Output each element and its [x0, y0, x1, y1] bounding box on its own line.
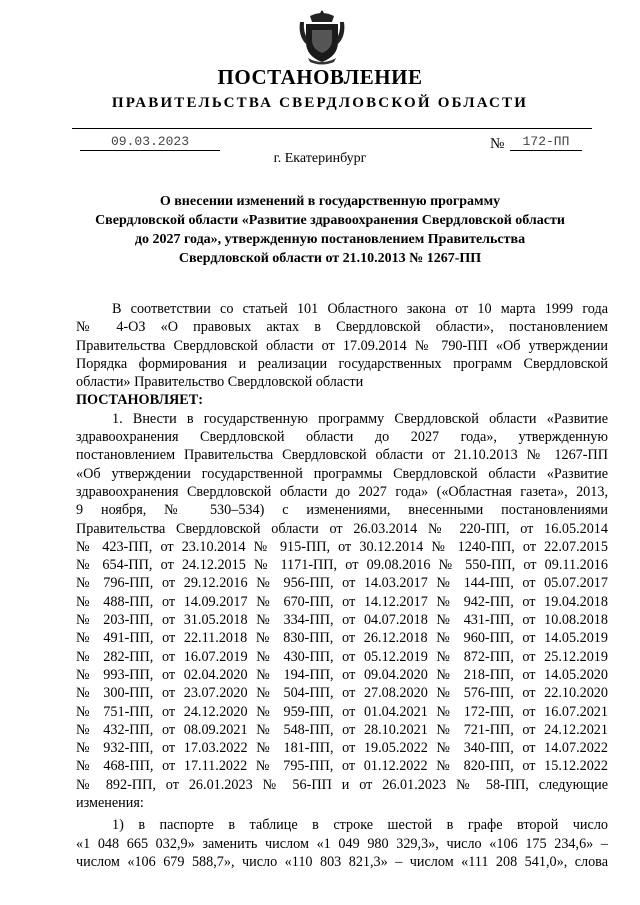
item1-line: постановлением Правительства Свердловской области от 21.10.2013 № 1267-ПП [76, 447, 608, 464]
item1-line: № 932-ПП, от 17.03.2022 № 181-ПП, от 19.05.2022 № 340-ПП, от 14.07.2022 [76, 740, 608, 757]
preamble-line: области» Правительство Свердловской области [76, 374, 364, 391]
item1-line: № 300-ПП, от 23.07.2020 № 504-ПП, от 27.08.2020 № 576-ПП, от 22.10.2020 [76, 685, 608, 702]
item1-line: № 468-ПП, от 17.11.2022 № 795-ПП, от 01.12.2022 № 820-ПП, от 15.12.2022 [76, 758, 608, 775]
preamble-line: Порядка формирования и реализации государственных программ Свердловской [76, 355, 608, 372]
preamble-line: В соответствии со статьей 101 Областного закона от 10 марта 1999 года [112, 301, 608, 317]
heading-line: до 2027 года», утвержденную постановлением Правительства [134, 232, 526, 247]
document-title: ПОСТАНОВЛЕНИЕ [217, 65, 423, 89]
subitem1-line: 1) в паспорте в таблице в строке шестой в графе второй число [112, 817, 608, 834]
item1-line: «Об утверждении государственной программы Свердловской области «Развитие [76, 465, 608, 482]
item1-line: № 203-ПП, от 31.05.2018 № 334-ПП, от 04.07.2018 № 431-ПП, от 10.08.2018 [76, 612, 608, 629]
number-sign: № [490, 136, 505, 152]
item1-line: 9 ноября, № 530–534) с изменениями, внесенными постановлениями [76, 502, 608, 519]
document-subtitle: ПРАВИТЕЛЬСТВА СВЕРДЛОВСКОЙ ОБЛАСТИ [111, 95, 529, 111]
item1-line: 1. Внести в государственную программу Свердловской области «Развитие [112, 410, 608, 427]
item1-line: № 282-ПП, от 16.07.2019 № 430-ПП, от 05.12.2019 № 872-ПП, от 25.12.2019 [76, 648, 608, 665]
heading-line: Свердловской области «Развитие здравоохранения Свердловской области [95, 213, 565, 228]
item1-line: Правительства Свердловской области от 26.03.2014 № 220-ПП, от 16.05.2014 [76, 520, 608, 537]
heading-line: О внесении изменений в государственную программу [159, 194, 501, 209]
item1-line: здравоохранения Свердловской области до 2027 года» («Областная газета», 2013, [76, 483, 608, 500]
document-heading [80, 192, 580, 268]
subitem1-line: «1 048 665 032,9» заменить числом «1 049 980 329,3», число «106 175 234,6» – [76, 835, 608, 852]
coat-of-arms-icon [296, 8, 348, 66]
item1-line: № 423-ПП, от 23.10.2014 № 915-ПП, от 30.12.2014 № 1240-ПП, от 22.07.2015 [76, 538, 608, 555]
document-body [76, 300, 608, 871]
item1-line: № 491-ПП, от 22.11.2018 № 830-ПП, от 26.12.2018 № 960-ПП, от 14.05.2019 [76, 630, 608, 647]
item1-line: № 796-ПП, от 29.12.2016 № 956-ПП, от 14.03.2017 № 144-ПП, от 05.07.2017 [76, 575, 608, 592]
item1-line: № 993-ПП, от 02.04.2020 № 194-ПП, от 09.04.2020 № 218-ПП, от 14.05.2020 [76, 666, 608, 683]
item1-line: № 892-ПП, от 26.01.2023 № 56-ПП и от 26.01.2023 № 58-ПП, следующие [76, 776, 608, 793]
item1-line: № 488-ПП, от 14.09.2017 № 670-ПП, от 14.12.2017 № 942-ПП, от 19.04.2018 [76, 593, 608, 610]
preamble-line: № 4-ОЗ «О правовых актах в Свердловской области», постановлением [76, 319, 608, 336]
document-number: 172-ПП [510, 134, 582, 151]
item1-line: № 751-ПП, от 24.12.2020 № 959-ПП, от 01.04.2021 № 172-ПП, от 16.07.2021 [76, 703, 608, 720]
heading-line: Свердловской области от 21.10.2013 № 1267-ПП [178, 251, 482, 266]
resolves-label: ПОСТАНОВЛЯЕТ: [76, 392, 203, 409]
header-divider [72, 128, 592, 129]
item1-line: № 654-ПП, от 24.12.2015 № 1171-ПП, от 09.08.2016 № 550-ПП, от 09.11.2016 [76, 557, 608, 574]
item1-line: изменения: [76, 795, 144, 812]
item1-line: № 432-ПП, от 08.09.2021 № 548-ПП, от 28.10.2021 № 721-ПП, от 24.12.2021 [76, 721, 608, 738]
preamble-line: Правительства Свердловской области от 17.09.2014 № 790-ПП «Об утверждении [76, 337, 608, 354]
subitem1-line: числом «106 679 588,7», число «110 803 821,3» – числом «111 208 541,0», слова [76, 853, 608, 870]
document-date: 09.03.2023 [80, 134, 220, 151]
city-line: г. Екатеринбург [273, 151, 367, 166]
item1-line: здравоохранения Свердловской области до 2027 года», утвержденную [76, 429, 608, 446]
